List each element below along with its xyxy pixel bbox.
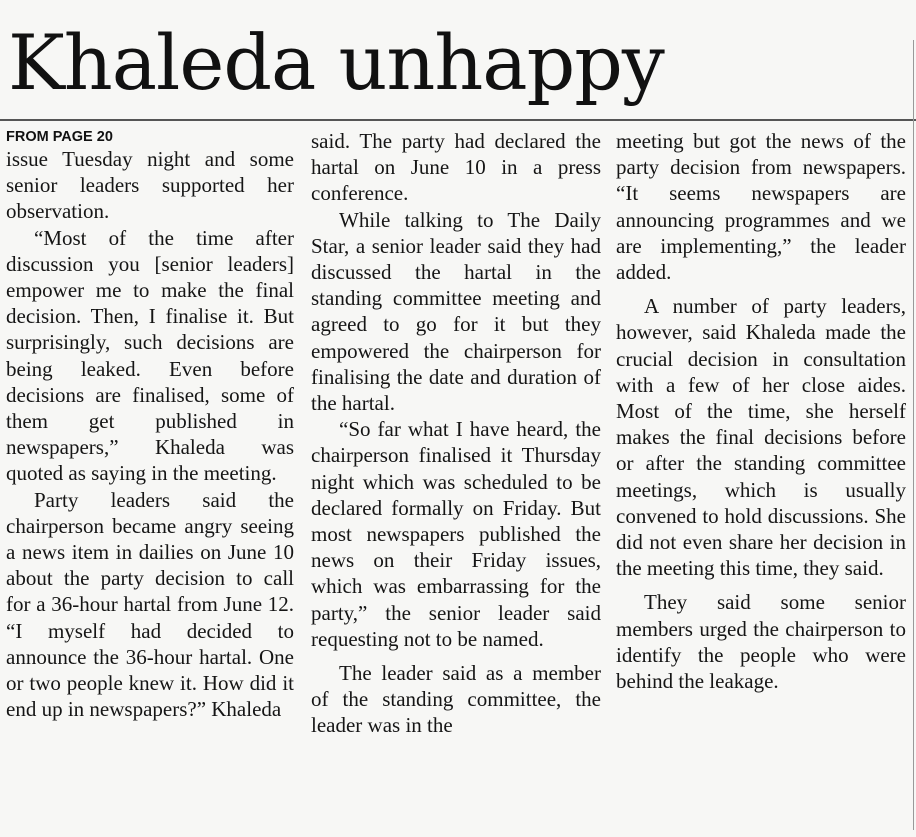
article-paragraph: A number of party leaders, however, said Khaleda made the crucial decision in consultation with a few of her close aides. Most of the time, she herself makes the final decisions before or after the standing committee meetings, which is usually convened to hold discussions. She did not even share her decision in the meeting this time, they said.	[616, 294, 906, 581]
article-paragraph: “So far what I have heard, the chairperson finalised it Thursday night which was scheduled to be declared formally on Friday. But most newspapers published the news on their Friday issues, which was embarrassing for the party,” the senior leader said requesting not to be named.	[311, 417, 601, 651]
article-column-3	[616, 128, 906, 694]
column-body	[311, 128, 601, 739]
headline-rule	[0, 119, 916, 121]
article-paragraph: Party leaders said the chairperson became angry seeing a news item in dailies on June 10 about the party decision to call for a 36-hour hartal from June 12. “I myself had decided to announce the 36-hour hartal. One or two people knew it. How did it end up in newspapers?” Khaleda	[6, 487, 294, 722]
from-page-label: FROM PAGE 20	[6, 129, 113, 145]
column-body	[616, 128, 906, 694]
article-paragraph: They said some senior members urged the chairperson to identify the people who were behind the leakage.	[616, 590, 906, 694]
column-body	[6, 146, 294, 722]
article-paragraph: “Most of the time after discussion you [senior leaders] empower me to make the final decision. Then, I finalise it. But surprisingly, such decisions are being leaked. Even before decisions are finalised, some of them get published in newspapers,” Khaleda was quoted as saying in the meeting.	[6, 225, 294, 486]
page-edge-divider	[913, 40, 914, 830]
article-column-1	[6, 128, 294, 722]
article-paragraph: meeting but got the news of the party decision from newspapers. “It seems newspapers are announcing programmes and we are implementing,” the leader added.	[616, 129, 906, 285]
article-column-2	[311, 128, 601, 739]
article-paragraph: issue Tuesday night and some senior leaders supported her observation.	[6, 147, 294, 224]
article-paragraph: The leader said as a member of the standing committee, the leader was in the	[311, 661, 601, 738]
article-paragraph: While talking to The Daily Star, a senior leader said they had discussed the hartal in the standing committee meeting and agreed to go for it but they empowered the chairperson for finalising the date and duration of the hartal.	[311, 207, 601, 416]
headline: Khaleda unhappy	[8, 18, 664, 107]
article-paragraph: said. The party had declared the hartal on June 10 in a press conference.	[311, 129, 601, 206]
